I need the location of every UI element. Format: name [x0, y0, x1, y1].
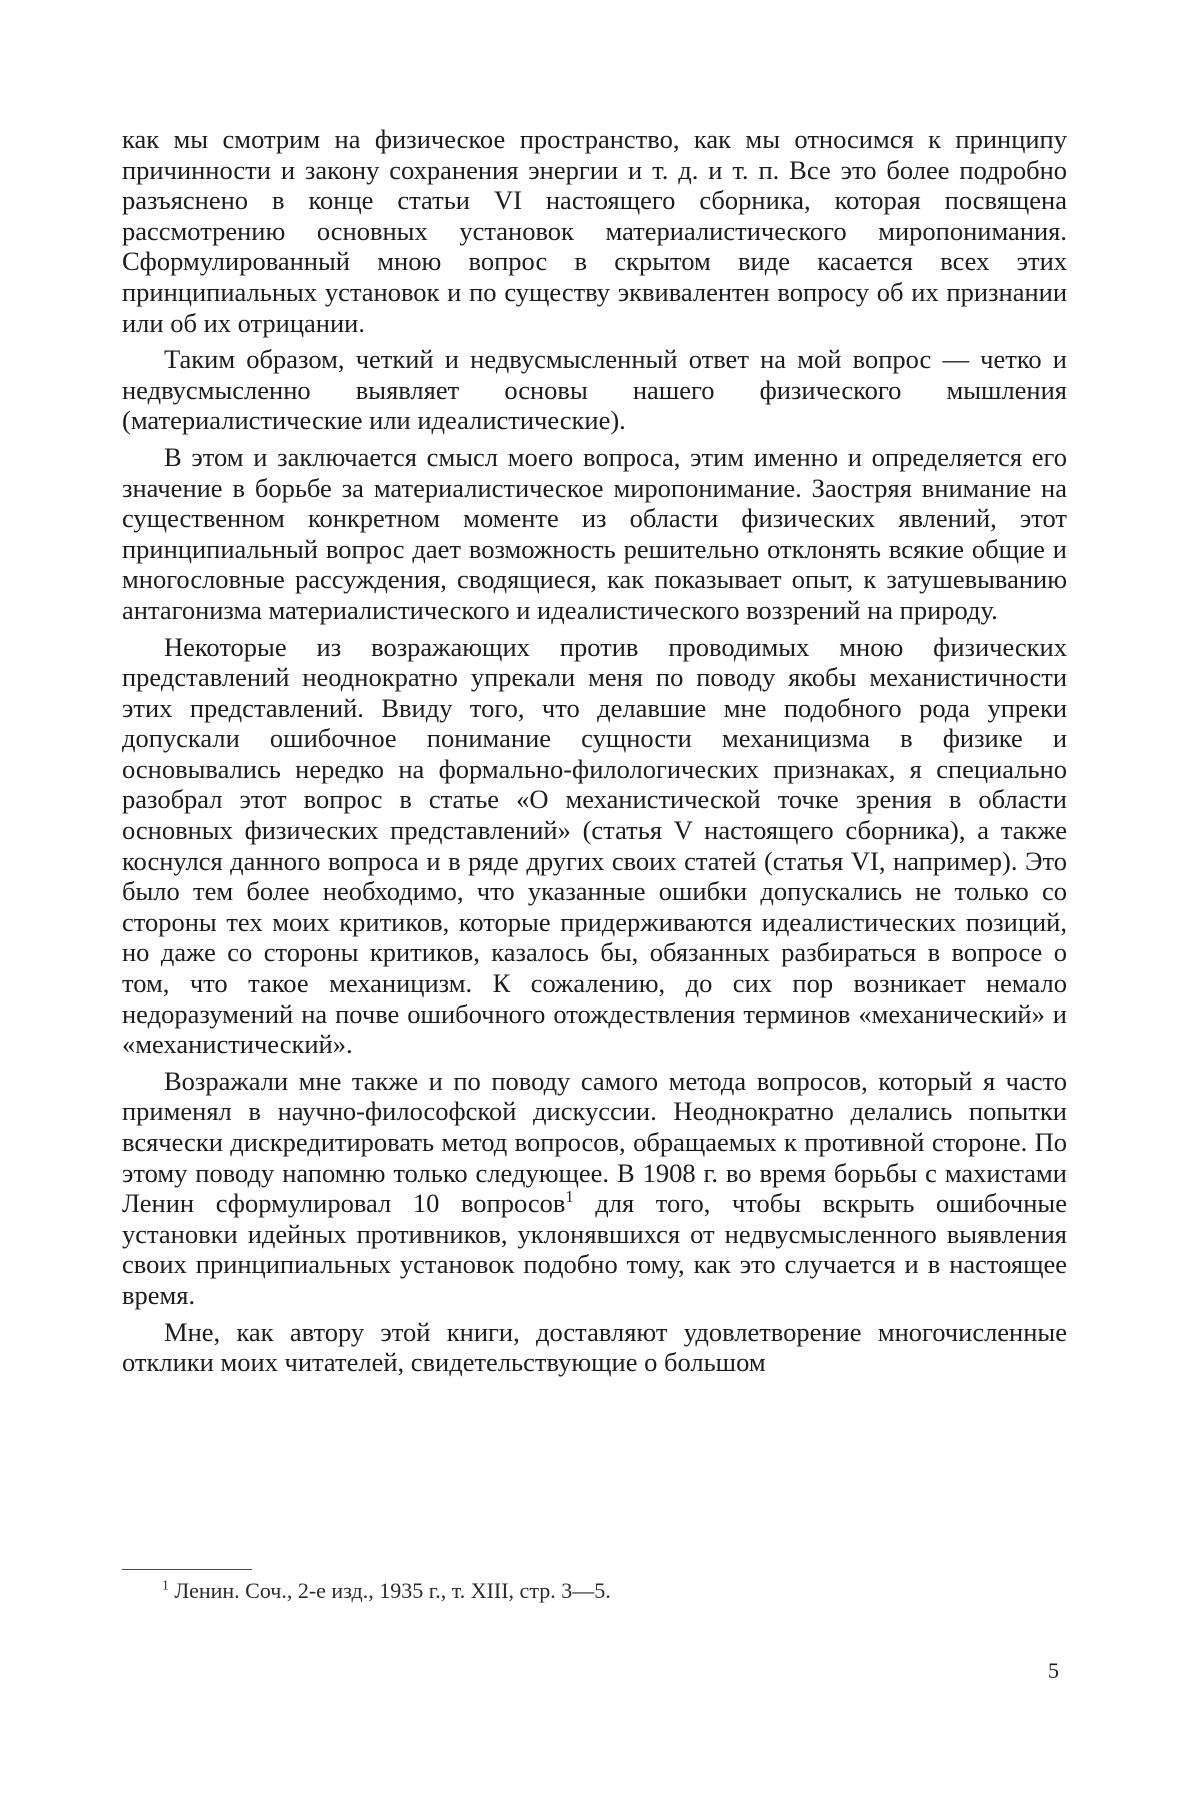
- footnote-text: Ленин. Соч., 2-е изд., 1935 г., т. XIII, стр. 3—5.: [168, 1578, 611, 1603]
- paragraph: Мне, как автору этой книги, доставляют удовлетворение многочисленные отклики моих читателей, свидетельствующие о большом: [122, 1316, 1067, 1378]
- page-number: 5: [1048, 1658, 1059, 1683]
- body-text: [122, 124, 1067, 1378]
- paragraph-text: Возражали мне также и по поводу самого метода вопросов, который я часто применял в научно-философской дискуссии. Неоднократно делались попытки всячески дискредитировать метод вопросов, обращаемых к противной стороне. По этому поводу напомню только следующее. В 1908 г. во время борьбы с махистами Ленин сформулировал 10 вопросов: [122, 1065, 1067, 1219]
- footnote-marker: 1: [162, 1577, 169, 1593]
- paragraph: Некоторые из возражающих против проводимых мною физических представлений неоднократно упрекали меня по поводу якобы механистичности этих представлений. Ввиду того, что делавшие мне подобного рода упреки допускали ошибочное понимание сущности механицизма в физике и основывались нередко на формально-филологических признаках, я специально разобрал этот вопрос в статье «О механистической точке зрения в области основных физических представлений» (статья V настоящего сборника), а также коснулся данного вопроса и в ряде других своих статей (статья VI, например). Это было тем более необходимо, что указанные ошибки допускались не только со стороны тех моих критиков, которые придерживаются идеалистических позиций, но даже со стороны критиков, казалось бы, обязанных разбираться в вопросе о том, что такое механицизм. К сожалению, до сих пор возникает немало недоразумений на почве ошибочного отождествления терминов «механический» и «механистический».: [122, 631, 1067, 1060]
- footnote-separator: [122, 1569, 252, 1570]
- footnote-reference[interactable]: 1: [565, 1187, 574, 1207]
- footnote: [162, 1578, 962, 1604]
- paragraph: Таким образом, четкий и недвусмысленный ответ на мой вопрос — четко и недвусмысленно выявляет основы нашего физического мышления (материалистические или идеалистические).: [122, 344, 1067, 436]
- paragraph-text: для того, чтобы вскрыть ошибочные установки идейных противников, уклонявшихся от недвусмысленного выявления своих принципиальных установок подобно тому, как это случается и в настоящее время.: [122, 1188, 1067, 1310]
- paragraph-with-footnote: [122, 1066, 1067, 1311]
- paragraph: В этом и заключается смысл моего вопроса, этим именно и определяется его значение в борьбе за материалистическое миропонимание. Заостряя внимание на существенном конкретном моменте из области физических явлений, этот принципиальный вопрос дает возможность решительно отклонять всякие общие и многословные рассуждения, сводящиеся, как показывает опыт, к затушевыванию антагонизма материалистического и идеалистического воззрений на природу.: [122, 441, 1067, 625]
- paragraph-continuation: как мы смотрим на физическое пространство, как мы относимся к принципу причинности и закону сохранения энергии и т. д. и т. п. Все это более подробно разъяснено в конце статьи VI настоящего сборника, которая посвящена рассмотрению основных установок материалистического миропонимания. Сформулированный мною вопрос в скрытом виде касается всех этих принципиальных установок и по существу эквивалентен вопросу об их признании или об их отрицании.: [122, 124, 1067, 338]
